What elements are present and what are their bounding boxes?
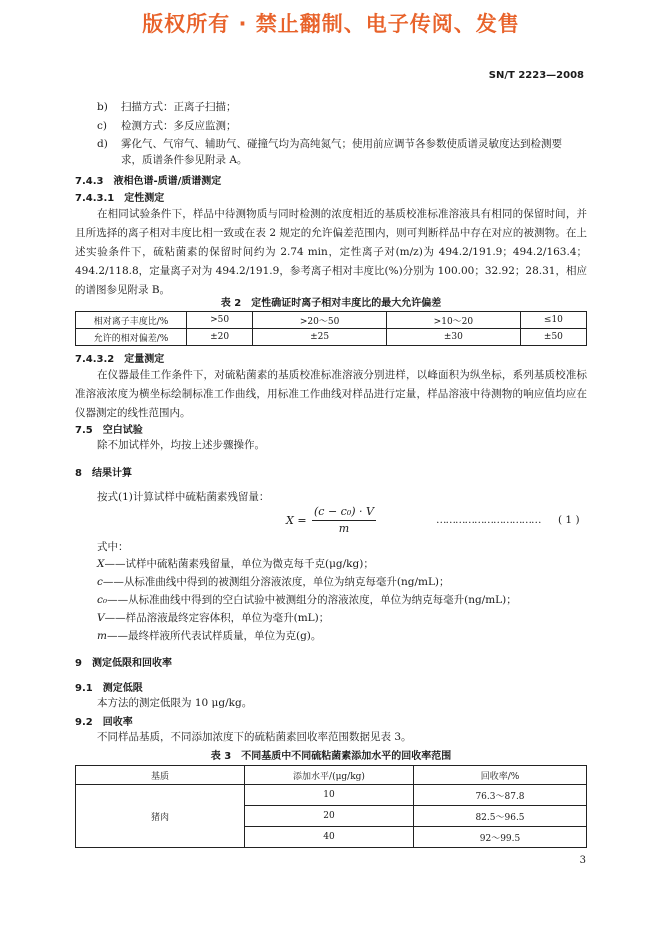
table-row — [76, 766, 587, 785]
list-item-b: 扫描方式：正离子扫描； — [121, 101, 237, 113]
table-cell: 允许的相对偏差/% — [76, 329, 187, 346]
table-row — [76, 329, 587, 346]
document-code: SN/T 2223—2008 — [488, 70, 584, 81]
table-row — [76, 785, 587, 806]
equation-lhs: X = — [286, 514, 307, 527]
definition-item: c——从标准曲线中得到的被测组分溶液浓度，单位为纳克每毫升(ng/mL)； — [97, 576, 450, 588]
table-cell: 相对离子丰度比/% — [76, 312, 187, 329]
table3 — [75, 765, 587, 848]
list-label-c: c) — [97, 120, 107, 132]
table-cell: >10～20 — [386, 312, 520, 329]
calc-paragraph: 按式(1)计算试样中硫粘菌素残留量： — [97, 491, 270, 503]
table-cell: 20 — [245, 806, 414, 827]
table-row — [76, 312, 587, 329]
section-9: 9 测定低限和回收率 — [75, 658, 172, 669]
table-cell: ±30 — [386, 329, 520, 346]
quantitative-paragraph: 在仪器最佳工作条件下，对硫粘菌素的基质校准标准溶液分别进样，以峰面积为纵坐标，系列基质校准标准溶液浓度为横坐标绘制标准工作曲线，用标准工作曲线对样品进行定量，样品溶液中待测物的响应值均应在仪器测定的线性范围内。 — [75, 369, 587, 419]
table-header: 添加水平/(μg/kg) — [245, 766, 414, 785]
table-cell: 76.3～87.8 — [414, 785, 587, 806]
table-cell: 92～99.5 — [414, 827, 587, 848]
section-7-5: 7.5 空白试验 — [75, 425, 143, 436]
lod-paragraph: 本方法的测定低限为 10 μg/kg。 — [97, 697, 253, 709]
equation-number: ( 1 ) — [558, 514, 580, 526]
table-cell: 40 — [245, 827, 414, 848]
table-cell: ±50 — [520, 329, 586, 346]
section-9-1: 9.1 测定低限 — [75, 683, 143, 694]
list-item-d-cont: 求，质谱条件参见附录 A。 — [121, 154, 248, 166]
definition-item: c₀——从标准曲线中得到的空白试验中被测组分的溶液浓度，单位为纳克每毫升(ng/mL)； — [97, 594, 517, 606]
recovery-paragraph: 不同样品基质，不同添加浓度下的硫粘菌素回收率范围数据见表 3。 — [97, 731, 412, 743]
table-cell: >50 — [187, 312, 253, 329]
definition-item: m——最终样液所代表试样质量，单位为克(g)。 — [97, 630, 322, 642]
list-label-b: b) — [97, 101, 108, 113]
list-label-d: d) — [97, 138, 108, 150]
blank-paragraph: 除不加试样外，均按上述步骤操作。 — [97, 439, 265, 451]
section-9-2: 9.2 回收率 — [75, 717, 133, 728]
list-item-d: 雾化气、气帘气、辅助气、碰撞气均为高纯氮气；使用前应调节各参数使质谱灵敏度达到检测要 — [121, 138, 562, 150]
table-cell: 82.5～96.5 — [414, 806, 587, 827]
section-7-4-3: 7.4.3 液相色谱-质谱/质谱测定 — [75, 176, 222, 187]
section-7-4-3-1: 7.4.3.1 定性测定 — [75, 193, 165, 204]
table2 — [75, 311, 587, 346]
page-number: 3 — [579, 855, 586, 866]
table-header: 回收率/% — [414, 766, 587, 785]
section-8: 8 结果计算 — [75, 468, 132, 479]
definition-item: X——试样中硫粘菌素残留量，单位为微克每千克(μg/kg)； — [97, 558, 374, 570]
table-cell: ≤10 — [520, 312, 586, 329]
table-cell: 猪肉 — [76, 785, 245, 848]
table3-caption: 表 3 不同基质中不同硫粘菌素添加水平的回收率范围 — [210, 751, 452, 762]
definition-item: V——样品溶液最终定容体积，单位为毫升(mL)； — [97, 612, 330, 624]
table-cell: >20～50 — [253, 312, 387, 329]
section-7-4-3-2: 7.4.3.2 定量测定 — [75, 354, 165, 365]
equation-leader: …………………………… — [436, 514, 541, 526]
table-cell: ±20 — [187, 329, 253, 346]
table-cell: ±25 — [253, 329, 387, 346]
where-label: 式中： — [97, 541, 129, 553]
equation-numerator: (c − c₀) · V — [314, 505, 374, 518]
fraction-bar — [312, 520, 376, 521]
table2-caption: 表 2 定性确证时离子相对丰度比的最大允许偏差 — [220, 298, 442, 309]
qualitative-paragraph: 在相同试验条件下，样品中待测物质与同时检测的浓度相近的基质校准标准溶液具有相同的保留时间，并且所选择的离子相对丰度比相一致或在表 2 规定的允许偏差范围内，则可判断样品中存在对应的被测物。在上述实验条件下，硫粘菌素的保留时间约为 2.74 min，定性离子对(m/z)为 494.2/191.9；494.2/163.4；494.2/118.8，定量离子对为 494.2/191.9，参考离子相对丰度比(%)分别为 100.00；32.92；28.31，相应的谱图参见附录 B。 — [75, 208, 587, 296]
equation-denominator: m — [338, 522, 350, 535]
copyright-banner: 版权所有 · 禁止翻制、电子传阅、发售 — [142, 12, 520, 36]
list-item-c: 检测方式：多反应监测； — [121, 120, 237, 132]
table-cell: 10 — [245, 785, 414, 806]
table-header: 基质 — [76, 766, 245, 785]
